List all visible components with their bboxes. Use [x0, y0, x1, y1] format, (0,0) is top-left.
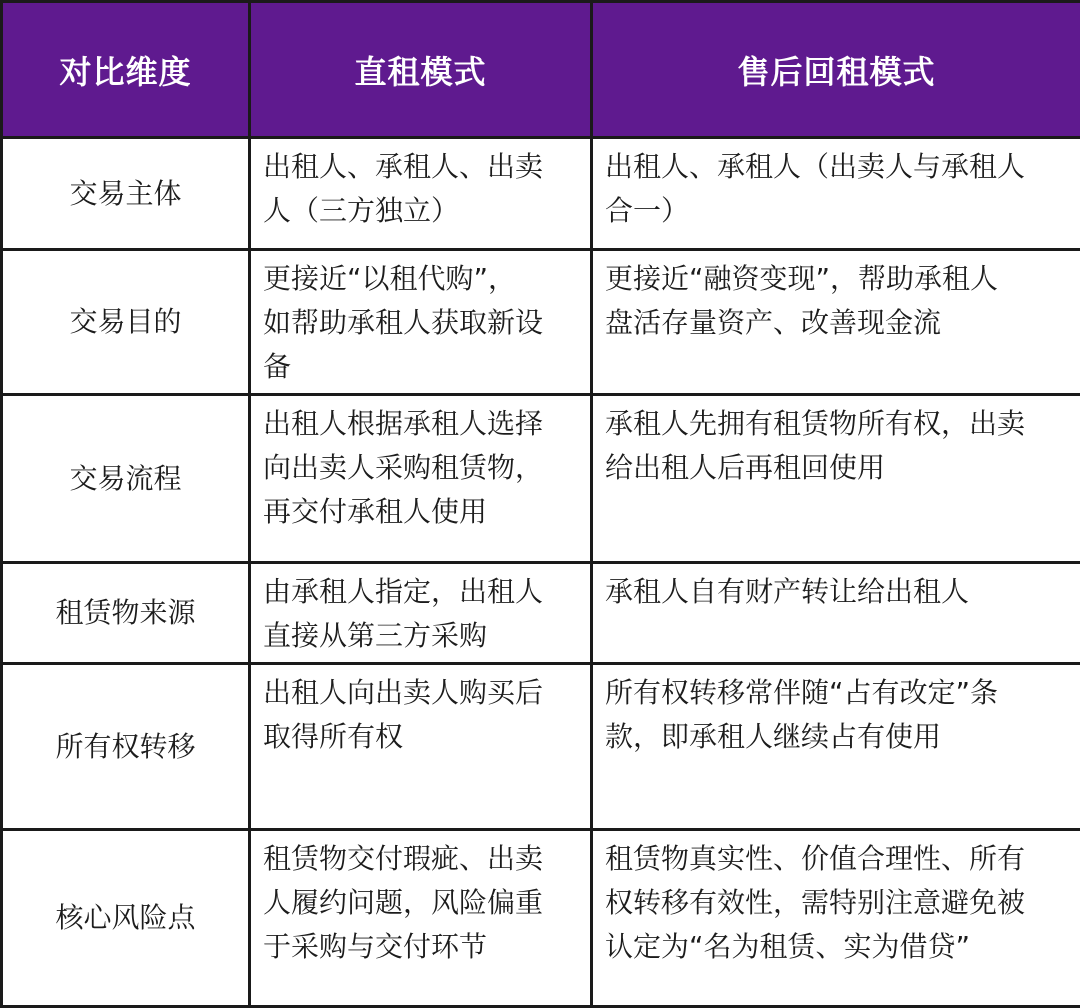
sale-leaseback-cell: 更接近“融资变现”，帮助承租人 盘活存量资产、改善现金流	[592, 250, 1080, 395]
row-dimension-cell: 租赁物来源	[2, 563, 250, 664]
header-dimension: 对比维度	[2, 2, 250, 138]
header-direct-lease: 直租模式	[250, 2, 592, 138]
sale-leaseback-cell: 租赁物真实性、价值合理性、所有 权转移有效性，需特别注意避免被 认定为“名为租赁、实为借贷”	[592, 830, 1080, 1007]
table-row	[2, 250, 1080, 395]
direct-lease-cell: 由承租人指定，出租人 直接从第三方采购	[250, 563, 592, 664]
table-row	[2, 395, 1080, 563]
direct-lease-cell: 更接近“以租代购”， 如帮助承租人获取新设 备	[250, 250, 592, 395]
table-row	[2, 830, 1080, 1007]
header-sale-leaseback: 售后回租模式	[592, 2, 1080, 138]
row-dimension-cell: 交易流程	[2, 395, 250, 563]
sale-leaseback-cell: 出租人、承租人（出卖人与承租人 合一）	[592, 138, 1080, 250]
row-dimension-cell: 所有权转移	[2, 664, 250, 830]
sale-leaseback-cell: 承租人先拥有租赁物所有权，出卖 给出租人后再租回使用	[592, 395, 1080, 563]
table-row	[2, 664, 1080, 830]
row-dimension-cell: 核心风险点	[2, 830, 250, 1007]
row-dimension-cell: 交易目的	[2, 250, 250, 395]
table-row	[2, 138, 1080, 250]
table-header-row	[2, 2, 1080, 138]
sale-leaseback-cell: 承租人自有财产转让给出租人	[592, 563, 1080, 664]
direct-lease-cell: 出租人根据承租人选择 向出卖人采购租赁物， 再交付承租人使用	[250, 395, 592, 563]
table-row	[2, 563, 1080, 664]
direct-lease-cell: 租赁物交付瑕疵、出卖 人履约问题，风险偏重 于采购与交付环节	[250, 830, 592, 1007]
row-dimension-cell: 交易主体	[2, 138, 250, 250]
sale-leaseback-cell: 所有权转移常伴随“占有改定”条 款，即承租人继续占有使用	[592, 664, 1080, 830]
direct-lease-cell: 出租人向出卖人购买后 取得所有权	[250, 664, 592, 830]
direct-lease-cell: 出租人、承租人、出卖 人（三方独立）	[250, 138, 592, 250]
